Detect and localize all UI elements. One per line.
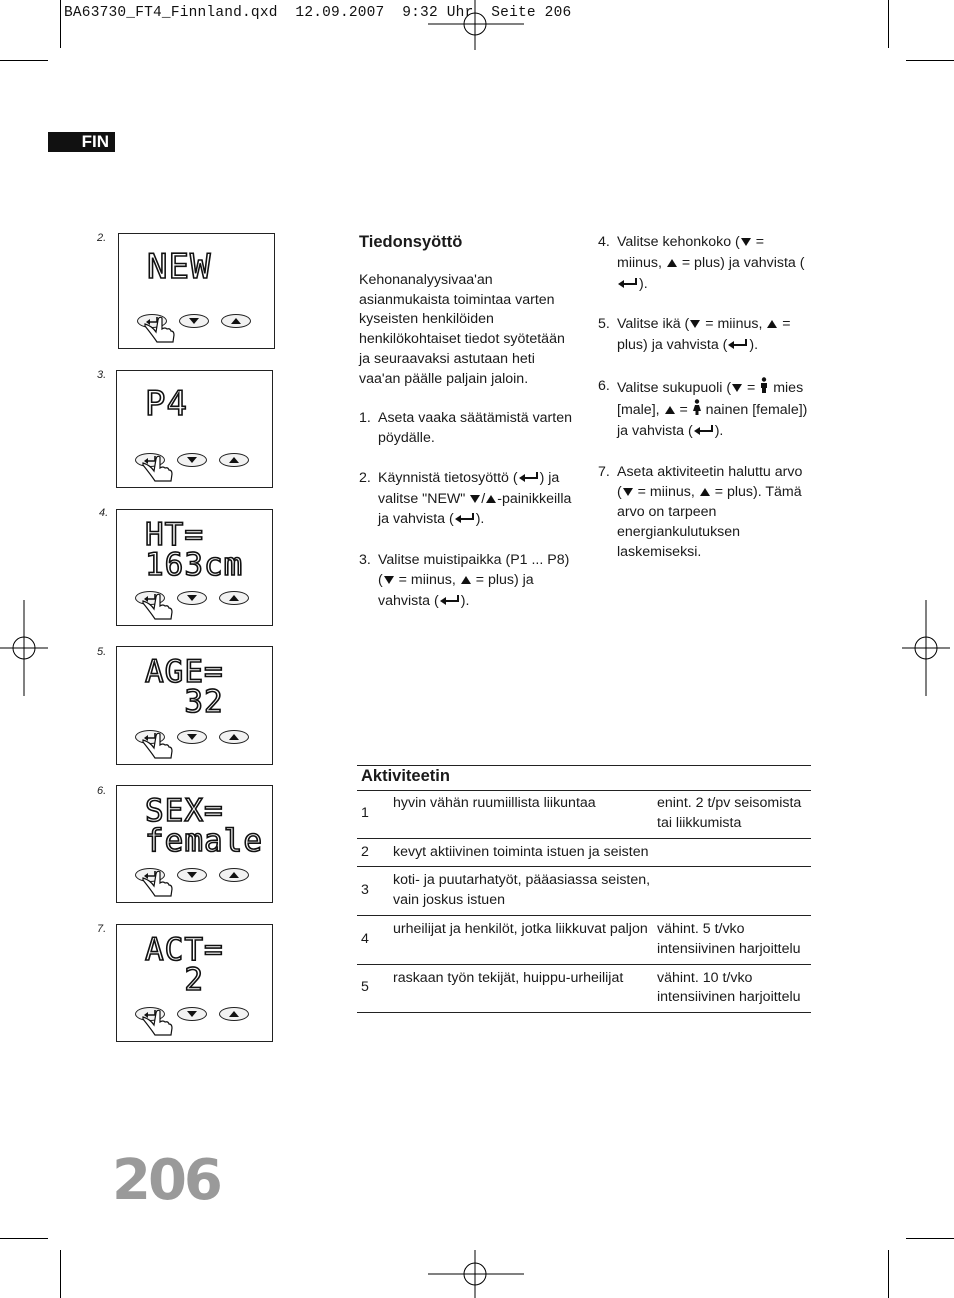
step-text: Valitse kehonkoko ( = miinus, = plus) ja vahvista (). (617, 233, 810, 295)
up-arrow-icon (485, 491, 497, 511)
language-tab: FIN (48, 132, 115, 152)
scale-display-panel (118, 233, 275, 349)
activity-note: enint. 2 t/pv seisomista tai liikkumista (657, 790, 811, 838)
scale-display-panel (116, 924, 273, 1042)
pressing-hand-icon (141, 730, 175, 765)
step-4 (598, 233, 810, 295)
data-entry-heading: Tiedonsyöttö (359, 233, 463, 251)
activity-level: 3 (357, 867, 393, 916)
down-button (177, 453, 207, 467)
enter-icon (454, 511, 476, 531)
down-arrow-icon (383, 572, 395, 592)
panel-step-number: 2. (97, 232, 107, 244)
activity-desc: raskaan työn tekijät, huippu-urheilijat (393, 964, 657, 1013)
lcd-readout: AGE= 32 (145, 654, 224, 720)
enter-icon (439, 593, 461, 613)
lcd-readout: P4 (145, 384, 188, 424)
pressing-hand-icon (141, 453, 175, 488)
lcd-readout: SEX= female (145, 793, 263, 859)
registration-mark-left (0, 600, 48, 696)
activity-table (357, 790, 811, 1013)
down-button (177, 868, 207, 882)
up-arrow-icon (666, 255, 678, 275)
up-button (219, 591, 249, 605)
up-button (219, 868, 249, 882)
activity-row (357, 790, 811, 838)
activity-note: vähint. 5 t/vko intensiivinen harjoittelu (657, 915, 811, 964)
up-button (221, 314, 251, 328)
activity-row (357, 915, 811, 964)
registration-mark-bottom (428, 1250, 524, 1298)
down-arrow-icon (469, 491, 481, 511)
lcd-readout: ACT= 2 (145, 932, 224, 998)
step-text: Valitse sukupuoli ( = mies [male], = nainen [female]) ja vahvista ( ). (617, 377, 810, 443)
scale-display-panel (116, 785, 273, 903)
up-button (219, 1007, 249, 1021)
lcd-readout: HT= 163cm (145, 517, 244, 583)
data-entry-intro: Kehonanalyysivaa'an asianmukaista toimintaa varten kyseisten henkilöiden henkilökohtaiset tiedot syötetään ja seuraavaksi astutaan heti vaa'an päälle paljain jaloin. (359, 271, 565, 387)
scale-display-panel (116, 509, 273, 626)
step-number: 4. (598, 234, 610, 250)
down-arrow-icon (622, 484, 634, 504)
pressing-hand-icon (143, 314, 177, 349)
activity-desc: hyvin vähän ruumiillista liikuntaa (393, 790, 657, 838)
activity-row (357, 867, 811, 916)
activity-note (657, 867, 811, 916)
activity-heading: Aktiviteetin (361, 767, 450, 785)
enter-icon (518, 470, 540, 490)
activity-level: 4 (357, 915, 393, 964)
step-number: 7. (598, 463, 610, 480)
activity-desc: urheilijat ja henkilöt, jotka liikkuvat paljon (393, 915, 657, 964)
enter-icon (727, 337, 749, 357)
lcd-readout: NEW (147, 247, 212, 287)
page-number: 206 (112, 1148, 220, 1213)
down-button (177, 1007, 207, 1021)
activity-level: 5 (357, 964, 393, 1013)
scale-display-panel (116, 646, 273, 765)
up-arrow-icon (766, 316, 778, 336)
step-text: Valitse ikä ( = miinus, = plus) ja vahvista ( ). (617, 315, 810, 357)
activity-row (357, 838, 811, 867)
step-7 (598, 463, 810, 563)
activity-note (657, 838, 811, 867)
activity-note: vähint. 10 t/vko intensiivinen harjoittelu (657, 964, 811, 1013)
scale-display-panel (116, 370, 273, 488)
step-number: 2. (359, 469, 371, 486)
down-arrow-icon (689, 316, 701, 336)
up-button (219, 453, 249, 467)
down-button (179, 314, 209, 328)
activity-row (357, 964, 811, 1013)
step-6 (598, 377, 810, 443)
registration-mark-right (902, 600, 950, 696)
up-arrow-icon (664, 402, 676, 422)
activity-desc: kevyt aktiivinen toiminta istuen ja seisten (393, 838, 657, 867)
down-arrow-icon (731, 380, 743, 400)
down-arrow-icon (740, 234, 752, 254)
down-button (177, 730, 207, 744)
step-number: 3. (359, 551, 371, 568)
step-5 (598, 315, 810, 357)
male-figure-icon (759, 377, 769, 400)
step-number: 6. (598, 377, 610, 394)
data-entry-column-2 (598, 233, 810, 583)
activity-level: 2 (357, 838, 393, 867)
step-number: 5. (598, 316, 610, 333)
up-arrow-icon (460, 572, 472, 592)
activity-level: 1 (357, 790, 393, 838)
step-text: Aseta aktiviteetin haluttu arvo ( = miinus, = plus). Tämä arvo on tarpeen energiankulutuksen laskemiseksi. (617, 463, 803, 560)
panel-step-number: 3. (97, 369, 107, 381)
activity-desc: koti- ja puutarhatyöt, pääasiassa seisten, vain joskus istuen (393, 867, 657, 916)
data-entry-column-1 (359, 233, 573, 632)
activity-rule-top (357, 765, 811, 766)
step-text: Valitse muistipaikka (P1 ... P8) ( = miinus, = plus) ja vahvista ( ). (378, 551, 573, 612)
step-text: Käynnistä tietosyöttö ( ) ja valitse "NEW" / -painikkeilla ja vahvista ( ). (378, 469, 573, 531)
step-text: Aseta vaaka säätämistä varten pöydälle. (378, 410, 572, 447)
step-number: 1. (359, 410, 371, 427)
enter-icon (693, 423, 715, 443)
pressing-hand-icon (141, 1007, 175, 1042)
up-arrow-icon (699, 484, 711, 504)
step-1 (359, 409, 573, 449)
female-figure-icon (692, 399, 702, 422)
print-slug-line: BA63730_FT4_Finnland.qxd 12.09.2007 9:32 Uhr Seite 206 (64, 5, 572, 21)
panel-step-number: 5. (97, 646, 107, 658)
enter-icon (617, 276, 639, 296)
panel-step-number: 4. (99, 507, 109, 519)
step-2 (359, 469, 573, 531)
up-button (219, 730, 249, 744)
pressing-hand-icon (141, 591, 175, 626)
panel-step-number: 7. (97, 923, 107, 935)
panel-step-number: 6. (97, 785, 107, 797)
step-3 (359, 551, 573, 612)
pressing-hand-icon (141, 868, 175, 903)
down-button (177, 591, 207, 605)
